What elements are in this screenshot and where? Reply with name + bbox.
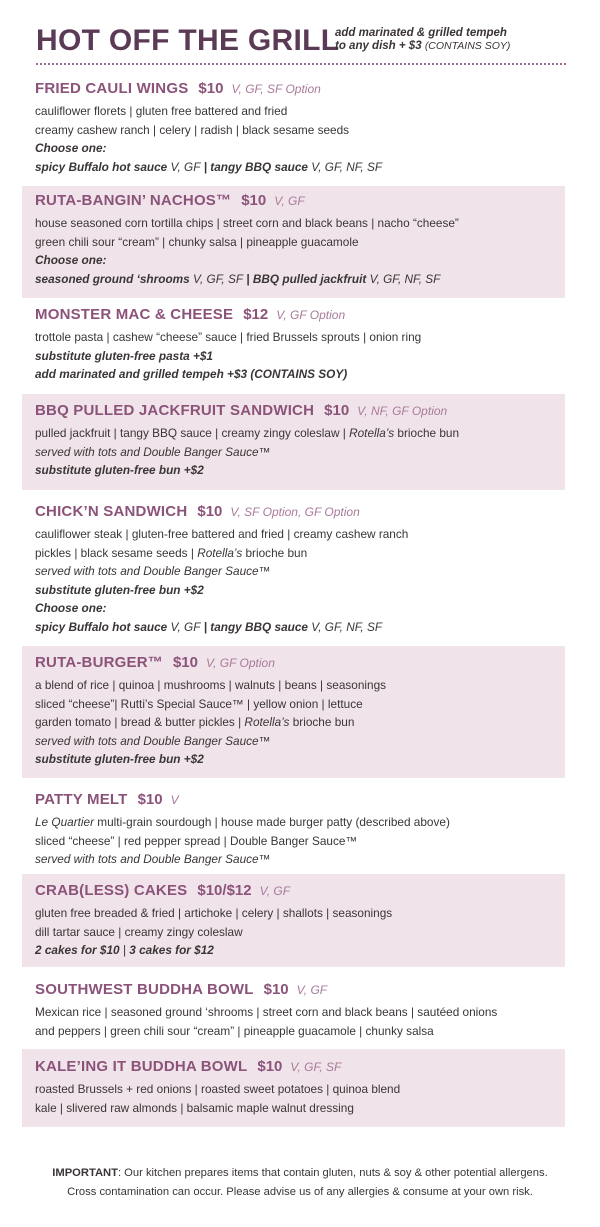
item-tags: V, GF Option [205,656,275,670]
item-description: trottole pasta | cashew “cheese” sauce | fried Brussels sprouts | onion ring [35,330,422,344]
choose-one-label: Choose one: [35,141,107,156]
served-with: served with tots and Double Banger Sauce™ [35,444,271,459]
item-name: PATTY MELT [35,791,128,808]
menu-item-chickn-sandwich [22,498,565,636]
item-description: dill tartar sauce | creamy zingy coleslaw [35,924,243,939]
page-title: HOT OFF THE GRILL [36,24,340,57]
item-price: $10 [198,80,224,97]
item-extra: substitute gluten-free bun +$2 [35,463,204,478]
item-tags: V, SF Option, GF Option [230,505,360,519]
menu-item-kaleing-it-buddha-bowl [22,1049,565,1127]
item-description: house seasoned corn tortilla chips | street corn and black beans | nacho “cheese” [35,216,459,230]
item-price: $10 [241,192,267,209]
addon-line-1: add marinated & grilled tempeh [335,27,507,39]
menu-item-bbq-pulled-jackfruit-sandwich [22,394,565,490]
item-name: MONSTER MAC & CHEESE [35,306,234,323]
item-name: SOUTHWEST BUDDHA BOWL [35,981,254,998]
item-tags: V, NF, GF Option [357,404,448,418]
addon-paren: (CONTAINS SOY) [424,40,511,52]
item-name: RUTA-BANGIN’ NACHOS™ [35,192,232,209]
item-extra: substitute gluten-free pasta +$1 [35,348,213,363]
item-tags: V, GF Option [276,308,346,322]
menu-item-fried-cauli-wings [22,76,565,176]
item-description: pickles | black sesame seeds | Rotella’s brioche bun [35,545,308,560]
menu-item-ruta-bangin-nachos [22,186,565,298]
addon-line-2: to any dish + $3 [335,40,422,52]
item-description: Le Quartier multi-grain sourdough | house made burger patty (described above) [35,815,450,829]
item-tags: V, GF, SF Option [231,82,321,96]
item-tags: V, GF [296,983,328,997]
item-name: CRAB(LESS) CAKES [35,882,188,899]
item-extra: add marinated and grilled tempeh +$3 (CONTAINS SOY) [35,367,348,382]
item-description: green chili sour “cream” | chunky salsa | pineapple guacamole [35,234,359,249]
item-description: sliced “cheese”| Rutti’s Special Sauce™ | yellow onion | lettuce [35,696,363,711]
item-description: kale | slivered raw almonds | balsamic maple walnut dressing [35,1100,354,1115]
choose-one-label: Choose one: [35,253,107,268]
item-name: KALE’ING IT BUDDHA BOWL [35,1058,248,1075]
item-price: $10/$12 [197,882,252,899]
item-description: Mexican rice | seasoned ground ‘shrooms | street corn and black beans | sautéed onions [35,1005,498,1019]
item-tags: V, GF [274,194,305,208]
item-description: creamy cashew ranch | celery | radish | black sesame seeds [35,122,350,137]
allergen-notice: IMPORTANT: Our kitchen prepares items that contain gluten, nuts & soy & other potential allergens. Cross contamination can occur. Please advise us of any allergies & consume at your own risk. [52,1167,548,1198]
item-price: $12 [243,306,269,323]
item-description: a blend of rice | quinoa | mushrooms | walnuts | beans | seasonings [35,678,387,692]
item-description: cauliflower steak | gluten-free battered and fried | creamy cashew ranch [35,527,409,541]
item-description: roasted Brussels + red onions | roasted sweet potatoes | quinoa blend [35,1082,401,1096]
item-description: sliced “cheese” | red pepper spread | Double Banger Sauce™ [35,833,358,848]
tempeh-addon-note [335,27,510,53]
item-description: garden tomato | bread & butter pickles | Rotella’s brioche bun [35,715,355,730]
item-extra: substitute gluten-free bun +$2 [35,582,204,597]
item-price: $10 [197,503,223,520]
item-extra: substitute gluten-free bun +$2 [35,752,204,767]
item-price: $10 [263,981,289,998]
item-description: and peppers | green chili sour “cream” | pineapple guacamole | chunky salsa [35,1023,434,1038]
item-description: cauliflower florets | gluten free battered and fried [35,104,288,118]
menu-item-ruta-burger [22,646,565,778]
item-name: RUTA-BURGER™ [35,654,163,671]
item-price: $10 [324,402,350,419]
served-with: served with tots and Double Banger Sauce™ [35,852,271,867]
item-tags: V, GF, SF [290,1060,342,1074]
served-with: served with tots and Double Banger Sauce™ [35,733,271,748]
sauce-choices: spicy Buffalo hot sauce V, GF | tangy BBQ sauce V, GF, NF, SF [35,619,383,634]
item-name: FRIED CAULI WINGS [35,80,189,97]
sauce-choices: spicy Buffalo hot sauce V, GF | tangy BBQ sauce V, GF, NF, SF [35,159,383,174]
dotted-divider [36,63,566,65]
item-name: BBQ PULLED JACKFRUIT SANDWICH [35,402,315,419]
menu-item-crabless-cakes [22,874,565,967]
item-tags: V, GF [259,884,291,898]
item-price: $10 [257,1058,283,1075]
item-price: $10 [137,791,163,808]
item-description: pulled jackfruit | tangy BBQ sauce | creamy zingy coleslaw | Rotella’s brioche bun [35,426,460,440]
menu-item-monster-mac-cheese [22,301,565,385]
item-description: gluten free breaded & fried | artichoke | celery | shallots | seasonings [35,906,393,920]
choose-one-label: Choose one: [35,601,107,616]
item-price: $10 [172,654,198,671]
menu-item-patty-melt [22,786,565,868]
menu-item-southwest-buddha-bowl [22,974,565,1042]
menu-header [36,24,576,64]
important-label: IMPORTANT [52,1167,118,1179]
item-name: CHICK’N SANDWICH [35,503,188,520]
served-with: served with tots and Double Banger Sauce™ [35,564,271,579]
protein-choices: seasoned ground ‘shrooms V, GF, SF | BBQ pulled jackfruit V, GF, NF, SF [35,271,441,286]
item-extra: 2 cakes for $10 | 3 cakes for $12 [35,943,214,958]
item-tags: V [170,793,179,807]
